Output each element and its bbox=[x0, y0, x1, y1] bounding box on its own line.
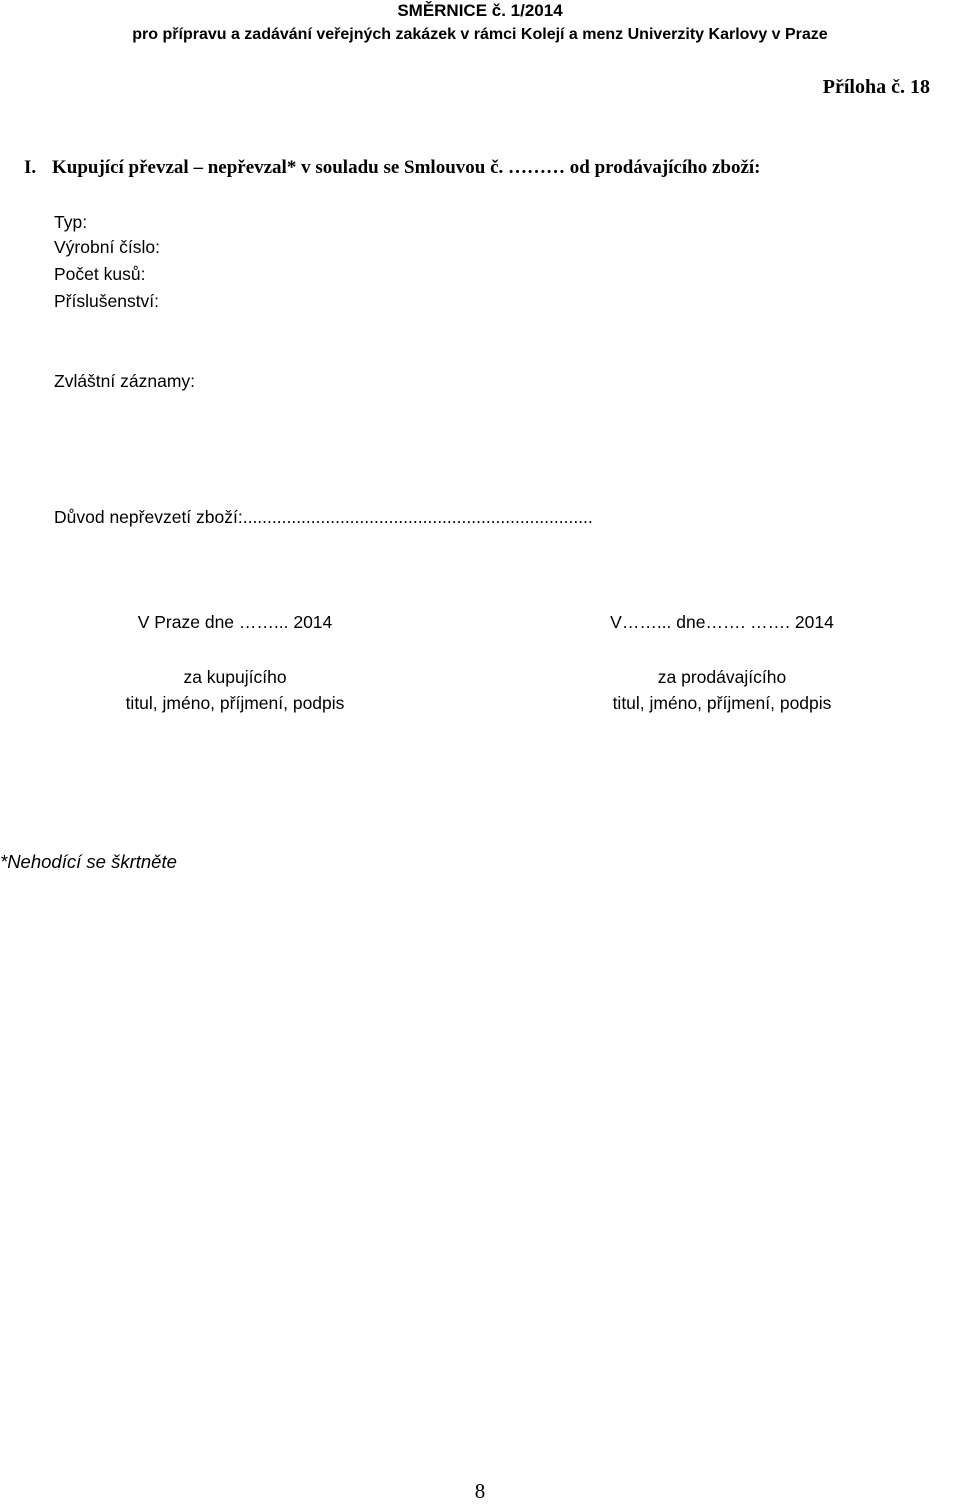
field-rejection-reason: Důvod nepřevzetí zboží:........................................................................ bbox=[54, 507, 593, 527]
buyer-signature-detail: titul, jméno, příjmení, podpis bbox=[125, 693, 345, 713]
buyer-role: za kupujícího bbox=[183, 667, 287, 687]
field-accessories: Příslušenství: bbox=[54, 291, 160, 311]
field-serial-number: Výrobní číslo: bbox=[54, 237, 161, 257]
seller-role: za prodávajícího bbox=[657, 667, 787, 687]
seller-date-line: V……... dne……. ……. 2014 bbox=[610, 612, 834, 632]
buyer-date-line: V Praze dne ……... 2014 bbox=[137, 612, 333, 632]
page-number: 8 bbox=[474, 1479, 486, 1503]
section-heading bbox=[24, 155, 761, 181]
section-title: Kupující převzal – nepřevzal* v souladu se Smlouvou č. ……… od prodávajícího zboží: bbox=[52, 157, 761, 178]
document-title: SMĚRNICE č. 1/2014 bbox=[397, 1, 563, 20]
footnote: *Nehodící se škrtněte bbox=[0, 851, 177, 872]
field-special-notes: Zvláštní záznamy: bbox=[54, 371, 196, 391]
section-number: I. bbox=[24, 157, 37, 178]
seller-signature-detail: titul, jméno, příjmení, podpis bbox=[612, 693, 832, 713]
annex-label: Příloha č. 18 bbox=[822, 76, 930, 98]
field-type: Typ: bbox=[54, 212, 88, 232]
field-quantity: Počet kusů: bbox=[54, 264, 146, 284]
document-subtitle: pro přípravu a zadávání veřejných zakázek v rámci Kolejí a menz Univerzity Karlovy v Praze bbox=[132, 26, 828, 43]
